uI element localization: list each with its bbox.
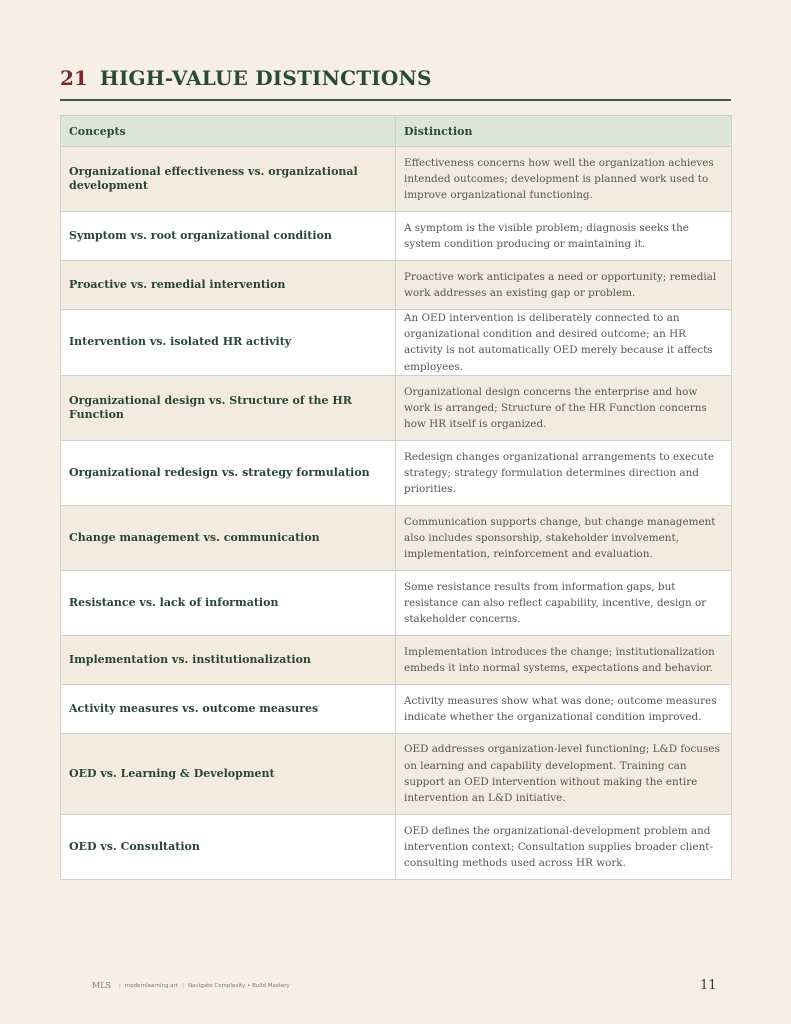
footer-divider: |	[182, 982, 184, 989]
table-row	[61, 375, 732, 440]
distinctions-table	[60, 115, 732, 880]
title-divider	[60, 99, 731, 101]
table-row	[61, 212, 732, 261]
table-row	[61, 440, 732, 505]
table-row	[61, 635, 732, 684]
table-row	[61, 570, 732, 635]
concept-cell: Organizational redesign vs. strategy formulation	[61, 440, 396, 505]
distinction-cell: Redesign changes organizational arrangements to execute strategy; strategy formulation determines direction and priorities.	[396, 440, 732, 505]
concept-cell: Proactive vs. remedial intervention	[61, 261, 396, 310]
concept-cell: Implementation vs. institutionalization	[61, 635, 396, 684]
concept-cell: Change management vs. communication	[61, 505, 396, 570]
table-row	[61, 684, 732, 733]
distinction-cell: Activity measures show what was done; outcome measures indicate whether the organizational condition improved.	[396, 684, 732, 733]
section-number: 21	[60, 66, 88, 90]
table-row	[61, 505, 732, 570]
concept-cell: Activity measures vs. outcome measures	[61, 684, 396, 733]
footer-tagline: Navigate Complexity • Build Mastery	[187, 982, 290, 989]
distinction-cell: OED defines the organizational-development problem and intervention context; Consultation supplies broader client-consulting methods used across HR work.	[396, 814, 732, 879]
table-header-row	[61, 116, 732, 147]
table-row	[61, 814, 732, 879]
concept-cell: Intervention vs. isolated HR activity	[61, 310, 396, 376]
concept-cell: OED vs. Learning & Development	[61, 733, 396, 814]
footer-brand	[92, 981, 290, 990]
concept-cell: Organizational effectiveness vs. organizational development	[61, 147, 396, 212]
footer-divider: |	[118, 982, 121, 989]
distinction-cell: Implementation introduces the change; institutionalization embeds it into normal systems, expectations and behavior.	[396, 635, 732, 684]
section-title: HIGH-VALUE DISTINCTIONS	[99, 66, 432, 90]
brand-logo: MLS	[92, 981, 111, 990]
distinction-cell: Effectiveness concerns how well the organization achieves intended outcomes; development is planned work used to improve organizational functioning.	[396, 147, 732, 212]
concept-cell: Symptom vs. root organizational condition	[61, 212, 396, 261]
column-header-distinction: Distinction	[396, 116, 732, 147]
distinction-cell: Communication supports change, but change management also includes sponsorship, stakeholder involvement, implementation, reinforcement and evaluation.	[396, 505, 732, 570]
distinction-cell: An OED intervention is deliberately connected to an organizational condition and desired outcome; an HR activity is not automatically OED merely because it affects employees.	[396, 310, 732, 376]
distinction-cell: Organizational design concerns the enterprise and how work is arranged; Structure of the HR Function concerns how HR itself is organized.	[396, 375, 732, 440]
distinction-cell: A symptom is the visible problem; diagnosis seeks the system condition producing or maintaining it.	[396, 212, 732, 261]
distinction-cell: OED addresses organization-level functioning; L&D focuses on learning and capability development. Training can support an OED intervention without making the entire intervention an L&D initiative.	[396, 733, 732, 814]
table-row	[61, 310, 732, 376]
distinction-cell: Some resistance results from information gaps, but resistance can also reflect capability, incentive, design or stakeholder concerns.	[396, 570, 732, 635]
concept-cell: Organizational design vs. Structure of the HR Function	[61, 375, 396, 440]
column-header-concepts: Concepts	[61, 116, 396, 147]
distinction-cell: Proactive work anticipates a need or opportunity; remedial work addresses an existing gap or problem.	[396, 261, 732, 310]
concept-cell: Resistance vs. lack of information	[61, 570, 396, 635]
table-row	[61, 733, 732, 814]
table-row	[61, 261, 732, 310]
table-row	[61, 147, 732, 212]
footer-site: modernlearning.art	[124, 982, 179, 989]
page-number: 11	[700, 978, 717, 993]
concept-cell: OED vs. Consultation	[61, 814, 396, 879]
section-header	[60, 66, 731, 90]
